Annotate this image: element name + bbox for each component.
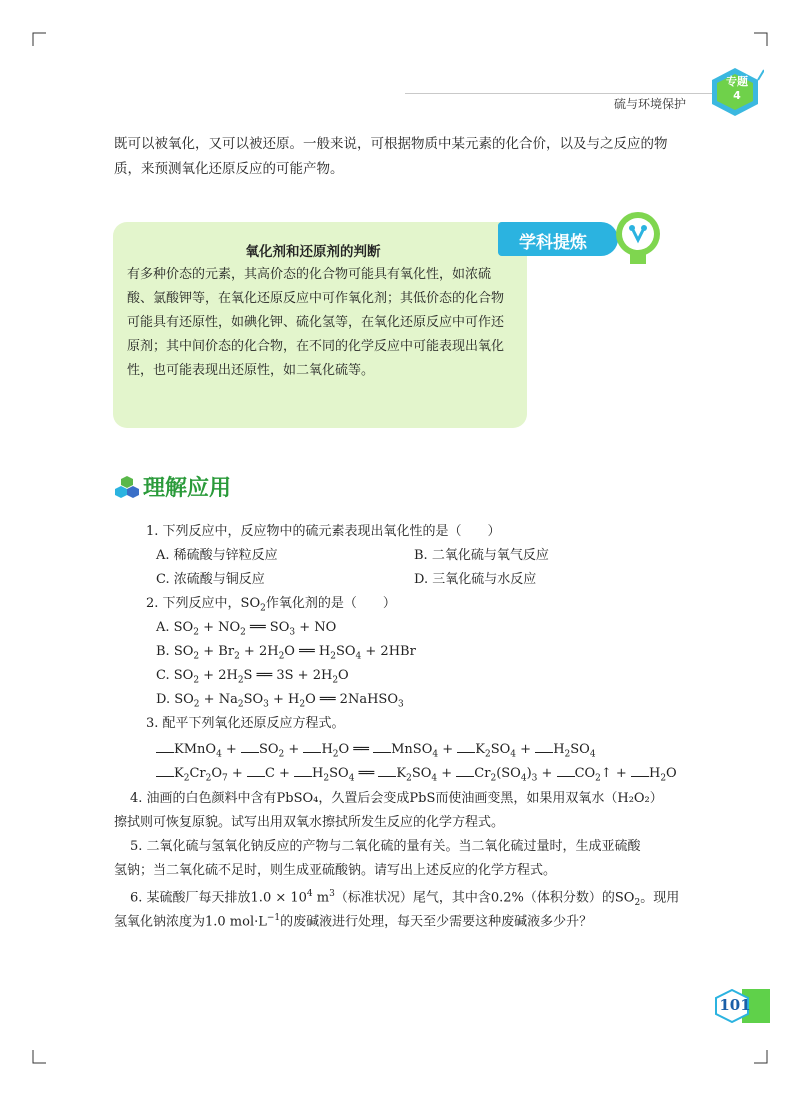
q2-option-c: C. $SO_2 + 2H_2S$ ══ $3S + 2H_2O$ <box>156 668 349 686</box>
intro-line-2: 质，来预测氧化还原反应的可能产物。 <box>114 161 344 177</box>
q3-stem: 3. 配平下列氧化还原反应方程式。 <box>146 716 345 731</box>
cubes-icon <box>114 475 140 499</box>
page-number: 101 <box>719 996 751 1014</box>
q1-option-d: D. 三氧化硫与水反应 <box>414 572 537 587</box>
header-rule <box>405 93 735 94</box>
q2-option-a: A. $SO_2 + NO_2$ ══ $SO_3$ + NO <box>156 620 337 638</box>
q1-stem: 1. 下列反应中，反应物中的硫元素表现出氧化性的是（ ） <box>146 524 501 539</box>
q5-line-2: 氢钠；当二氧化硫不足时，则生成亚硫酸钠。请写出上述反应的化学方程式。 <box>114 863 557 878</box>
q4-line-2: 擦拭则可恢复原貌。试写出用双氧水擦拭所发生反应的化学方程式。 <box>114 815 505 830</box>
q1-option-b: B. 二氧化硫与氧气反应 <box>414 548 549 563</box>
header-section-title: 硫与环境保护 <box>614 97 687 111</box>
note-body: 有多种价态的元素，其高价态的化合物可能具有氧化性，如浓硫酸、氯酸钾等，在氧化还原反应中可作氧化剂；其低价态的化合物可能具有还原性，如碘化钾、硫化氢等，在氧化还原反应中可作还原剂；其中间价态的化合物，在不同的化学反应中可能表现出氧化性，也可能表现出还原性，如二氧化硫等。 <box>127 267 505 378</box>
q6-line-2: 氢氧化钠浓度为1.0 $mol\cdot L^{-1}$的废碱液进行处理，每天至少需要这种废碱液多少升？ <box>114 913 593 930</box>
lightbulb-icon <box>612 210 664 270</box>
q1-option-a: A. 稀硫酸与锌粒反应 <box>156 548 278 563</box>
q2-option-d: D. $SO_2 + Na_2SO_3 + H_2O$ ══ 2NaHSO$_3$ <box>156 692 404 710</box>
q2-stem: 2. 下列反应中，$SO_2$作氧化剂的是（ ） <box>146 596 396 614</box>
q6-line-1: 6. 某硫酸厂每天排放$1.0 \times 10^4$ $m^3$（标准状况）尾气，其中含0.2%（体积分数）的$SO_2$。现用 <box>130 889 680 908</box>
q3-equation-1: KMnO$_4$ + $SO_2 + H_2O$ ══ MnSO$_4$ + $K_2SO_4 + H_2SO_4$ <box>156 740 596 765</box>
q1-option-c: C. 浓硫酸与铜反应 <box>156 572 265 587</box>
crop-mark-bottom-right <box>754 1050 768 1064</box>
q2-option-b: B. $SO_2 + Br_2 + 2H_2O$ ══ $H_2SO_4 + 2HBr$ <box>156 644 416 662</box>
note-title: 氧化剂和还原剂的判断 <box>245 244 381 260</box>
crop-mark-bottom-left <box>32 1050 46 1064</box>
note-tag-label: 学科提炼 <box>519 233 587 253</box>
q5-line-1: 5. 二氧化硫与氢氧化钠反应的产物与二氧化硫的量有关。当二氧化硫过量时，生成亚硫酸 <box>130 839 641 854</box>
topic-badge-label: 专题 4 <box>726 75 748 102</box>
crop-mark-top-left <box>32 32 46 46</box>
crop-mark-top-right <box>754 32 768 46</box>
intro-line-1: 既可以被氧化，又可以被还原。一般来说，可根据物质中某元素的化合价，以及与之反应的物 <box>114 136 668 152</box>
q4-line-1: 4. 油画的白色颜料中含有PbSO₄，久置后会变成PbS而使油画变黑，如果用双氧水（H₂O₂） <box>130 791 663 806</box>
q3-equation-2: $K_2Cr_2O_7 + C + H_2SO_4$ ══ $K_2SO_4 + Cr_2(SO_4)_3$ + $CO_2↑ + H_2O$ <box>156 764 677 789</box>
section-title: 理解应用 <box>143 476 232 501</box>
